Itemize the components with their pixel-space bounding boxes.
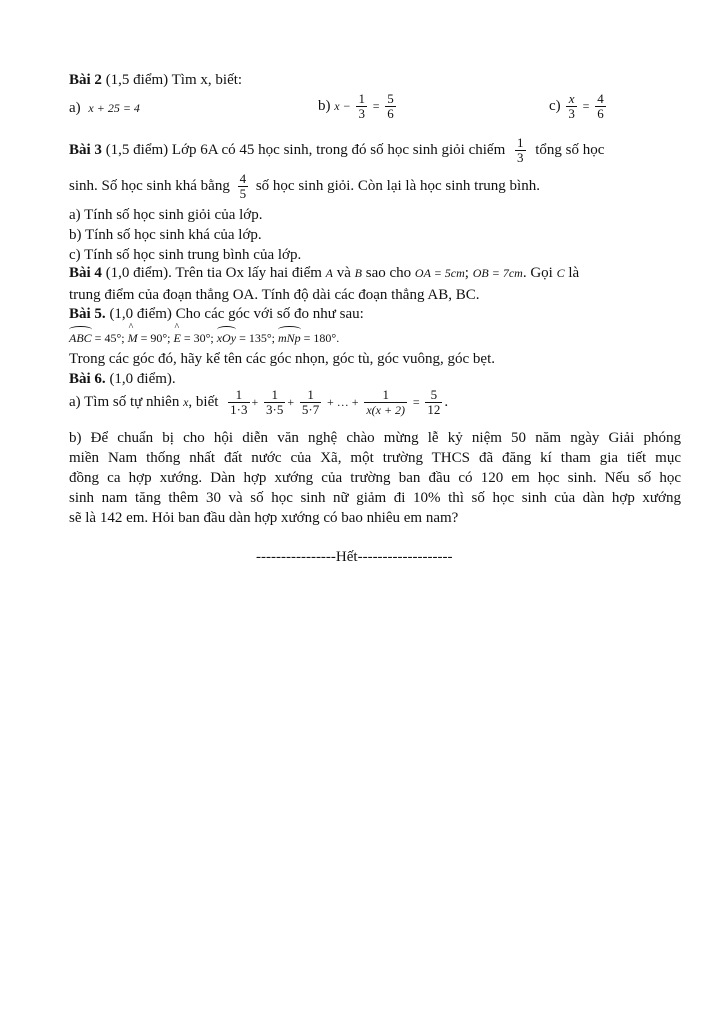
bai2-b-fraction-1: $\frac{1}{3}$ <box>358 91 365 121</box>
bai2-c-fraction-1: $\frac{x}{3}$ <box>568 91 575 121</box>
bai2-heading <box>69 72 242 89</box>
bai3-item-b: b) Tính số học sinh khá của lớp. <box>69 227 262 243</box>
bai2-points: (1,5 điểm) Tìm x, biết: <box>101 72 243 88</box>
bai2-part-a <box>69 100 140 117</box>
angle-e: ^ E <box>173 331 180 346</box>
bai6-term-3: $\frac{1}{5\cdot 7}$ <box>301 387 320 417</box>
bai2-title: Bài 2 <box>69 72 102 88</box>
bai6-title: Bài 6. <box>69 371 106 387</box>
bai6-term-2: $\frac{1}{3\cdot 5}$ <box>266 387 284 417</box>
bai3-fraction-1: $\frac{1}{3}$ <box>517 135 524 165</box>
bai2-c-label: c) <box>549 97 561 114</box>
bai4-line-2: trung điểm của đoạn thẳng OA. Tính độ dài các đoạn thẳng AB, BC. <box>69 287 480 303</box>
bai6-b-line-5: sẽ là 142 em. Hỏi ban đầu dàn hợp xướng có bao nhiêu em nam? <box>69 510 459 526</box>
angle-xoy: xOy <box>217 328 236 346</box>
angle-m: ^ M <box>128 331 138 346</box>
bai3-line-2: sinh. Số học sinh khá bằng $\frac{4}{5}$ số học sinh giỏi. Còn lại là học sinh trung bình. <box>69 171 540 201</box>
bai2-b-var: x − <box>334 98 351 113</box>
bai4-title: Bài 4 <box>69 265 102 281</box>
bai5-line-3: Trong các góc đó, hãy kể tên các góc nhọn, góc tù, góc vuông, góc bẹt. <box>69 351 495 367</box>
bai2-part-b: b) x − $\frac{1}{3}$ = $\frac{5}{6}$ <box>318 91 394 121</box>
bai2-part-c: c) $\frac{x}{3}$ = $\frac{4}{6}$ <box>549 91 604 121</box>
bai6-b-line-2: miền Nam thống nhất đất nước của Xã, một trường THCS đã đăng kí tham gia tiết mục <box>69 450 681 466</box>
end-marker: ----------------Hết------------------- <box>256 549 453 565</box>
angle-mnp: mNp <box>278 328 301 346</box>
bai2-c-fraction-2: $\frac{4}{6}$ <box>597 91 604 121</box>
bai6-part-a: a) Tìm số tự nhiên x, biết $\frac{1}{1\cdot 3}$ + $\frac{1}{3\cdot 5}$ + $\frac{1}{5\cdot 7}$ + … + $\frac{1}{x(x + 2)}$ = $\frac{5}{12}$ . <box>69 387 449 417</box>
bai2-a-label: a) <box>69 100 81 116</box>
angle-abc: ABC <box>69 328 92 346</box>
bai5-line-1: Bài 5. (1,0 điểm) Cho các góc với số đo như sau: <box>69 306 364 322</box>
bai3-item-c: c) Tính số học sinh trung bình của lớp. <box>69 247 302 263</box>
bai6-term-4: $\frac{1}{x(x + 2)}$ <box>366 387 406 417</box>
bai2-a-expr: x + 25 = 4 <box>88 101 140 115</box>
bai3-title: Bài 3 <box>69 141 102 158</box>
bai5-angles: ABC = 45°; ^ M = 90°; ^ E = 30°; xOy = 135°; mNp = 180°. <box>69 328 339 346</box>
bai6-term-1: $\frac{1}{1\cdot 3}$ <box>230 387 248 417</box>
bai6-b-line-4: sinh nam tăng thêm 30 và số học sinh nữ giảm đi 10% thì số học sinh của dàn hợp xướng <box>69 490 681 506</box>
bai6-result: $\frac{5}{12}$ <box>427 387 441 417</box>
bai3-line-1: Bài 3 (1,5 điểm) Lớp 6A có 45 học sinh, trong đó số học sinh giỏi chiếm $\frac{1}{3}$ tổng số học <box>69 135 605 165</box>
bai6-b-line-1: b) Để chuẩn bị cho hội diễn văn nghệ chào mừng lễ kỷ niệm 50 năm ngày Giải phóng <box>69 430 681 446</box>
bai2-b-label: b) <box>318 97 331 114</box>
bai2-b-fraction-2: $\frac{5}{6}$ <box>387 91 394 121</box>
bai5-title: Bài 5. <box>69 306 106 322</box>
bai3-item-a: a) Tính số học sinh giỏi của lớp. <box>69 207 263 223</box>
bai3-fraction-2: $\frac{4}{5}$ <box>239 171 247 201</box>
bai6-b-line-3: đồng ca hợp xướng. Dàn hợp xướng của trường ban đầu có 120 em học sinh. Nếu số học <box>69 470 681 486</box>
bai4-line-1: Bài 4 (1,0 điểm). Trên tia Ox lấy hai điểm A và B sao cho OA = 5cm; OB = 7cm. Gọi C là <box>69 265 580 281</box>
bai6-heading: Bài 6. (1,0 điểm). <box>69 371 176 387</box>
